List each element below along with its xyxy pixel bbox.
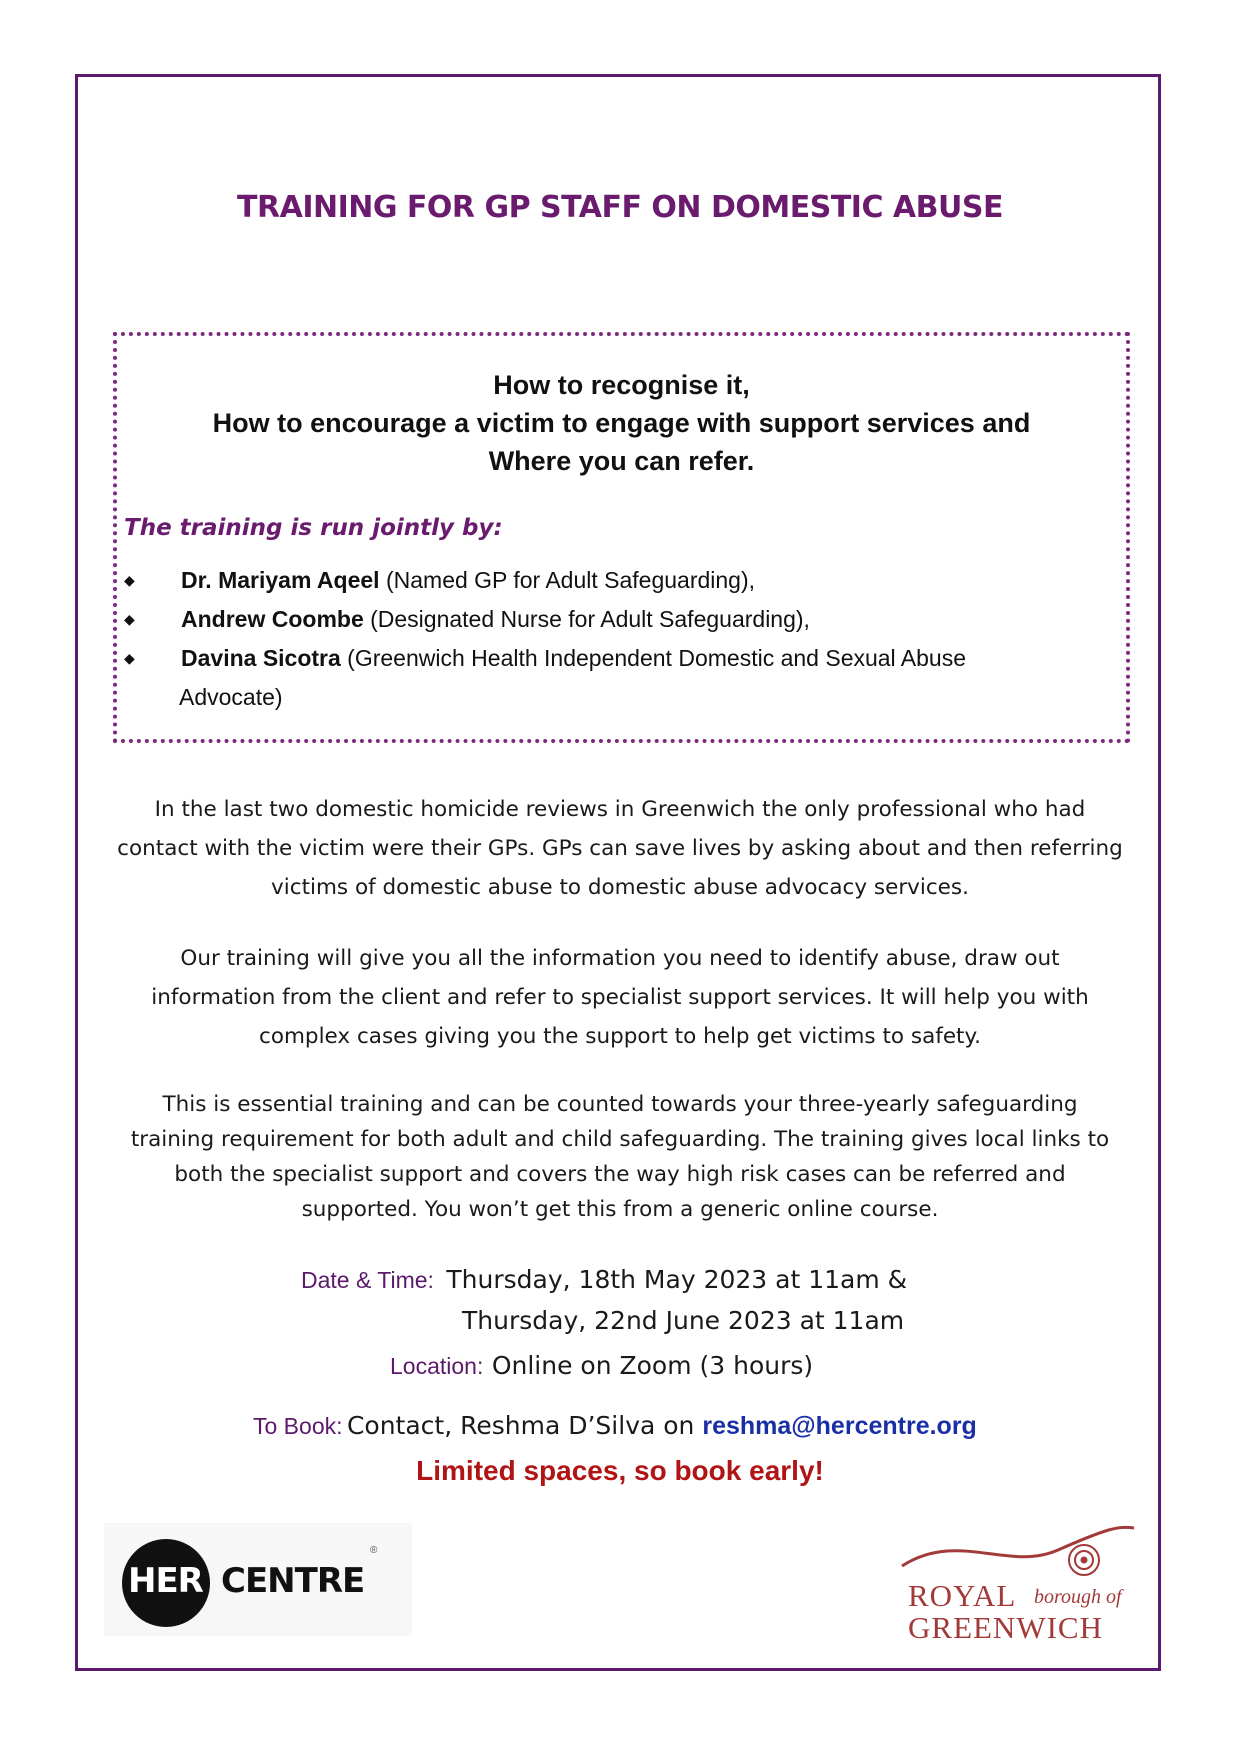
date-time-row: [301, 1265, 907, 1294]
registered-mark: ®: [370, 1545, 378, 1556]
location-row: [390, 1351, 813, 1380]
paragraph-essential: [105, 1087, 1135, 1227]
location-value: Online on Zoom (3 hours): [491, 1351, 814, 1380]
date-time-label: Date & Time:: [301, 1267, 434, 1293]
bullet-icon: ◆: [124, 611, 135, 627]
paragraph-line: information from the client and refer to specialist support services. It will help you with: [151, 985, 1089, 1010]
booking-row: [253, 1411, 977, 1441]
email-link[interactable]: reshma@hercentre.org: [702, 1412, 977, 1440]
borough-text: borough of: [1034, 1586, 1122, 1608]
paragraph-line: Our training will give you all the information you need to identify abuse, draw out: [180, 946, 1060, 971]
trainer-role: (Greenwich Health Independent Domestic and Sexual Abuse: [340, 645, 967, 671]
date-time-value-2: Thursday, 22nd June 2023 at 11am: [462, 1306, 905, 1335]
greenwich-wave-icon: [898, 1520, 1144, 1580]
headline-line-1: How to recognise it,: [493, 370, 750, 400]
paragraph-line: training requirement for both adult and child safeguarding. The training gives local links to: [130, 1127, 1110, 1152]
book-label: To Book:: [253, 1413, 343, 1439]
book-contact: Contact, Reshma D’Silva on: [346, 1411, 703, 1440]
trainer-name: Davina Sicotra: [181, 645, 341, 671]
paragraph-line: supported. You won’t get this from a generic online course.: [301, 1197, 939, 1222]
limited-spaces-notice: Limited spaces, so book early!: [416, 1455, 824, 1486]
trainer-role-continued: Advocate): [179, 684, 283, 710]
location-label: Location:: [390, 1353, 484, 1379]
centre-logo-text: CENTRE: [221, 1561, 365, 1601]
tudor-rose-icon: [1069, 1545, 1099, 1575]
trainer-name: Dr. Mariyam Aqeel: [181, 567, 380, 593]
greenwich-text: GREENWICH: [908, 1610, 1103, 1645]
headline: [113, 366, 1130, 480]
her-centre-logo: [104, 1523, 412, 1636]
paragraph-training: [105, 939, 1135, 1056]
trainer-role: (Named GP for Adult Safeguarding),: [379, 567, 756, 593]
trainer-role: (Designated Nurse for Adult Safeguarding),: [363, 606, 810, 632]
her-logo-text: HER: [128, 1561, 203, 1601]
paragraph-line: victims of domestic abuse to domestic abuse advocacy services.: [271, 875, 969, 900]
bullet-icon: ◆: [124, 572, 135, 588]
paragraph-line: In the last two domestic homicide reviews in Greenwich the only professional who had: [154, 797, 1086, 822]
headline-line-2: How to encourage a victim to engage with support services and: [212, 408, 1031, 438]
royal-greenwich-logo: [898, 1520, 1144, 1648]
paragraph-line: contact with the victim were their GPs. GPs can save lives by asking about and then referring: [117, 836, 1123, 861]
bullet-icon: ◆: [124, 650, 135, 666]
paragraph-reviews: [105, 790, 1135, 907]
trainer-name: Andrew Coombe: [181, 606, 364, 632]
paragraph-line: both the specialist support and covers the way high risk cases can be referred and: [174, 1162, 1066, 1187]
paragraph-line: This is essential training and can be counted towards your three-yearly safeguarding: [162, 1092, 1078, 1117]
page-title: TRAINING FOR GP STAFF ON DOMESTIC ABUSE: [237, 190, 1003, 225]
date-time-value-1: Thursday, 18th May 2023 at 11am &: [446, 1265, 908, 1294]
date-time-row-2: [462, 1306, 904, 1335]
royal-text: ROYAL: [908, 1578, 1017, 1613]
headline-line-3: Where you can refer.: [488, 446, 755, 476]
run-by-label: The training is run jointly by:: [124, 515, 503, 541]
paragraph-line: complex cases giving you the support to help get victims to safety.: [259, 1024, 981, 1049]
